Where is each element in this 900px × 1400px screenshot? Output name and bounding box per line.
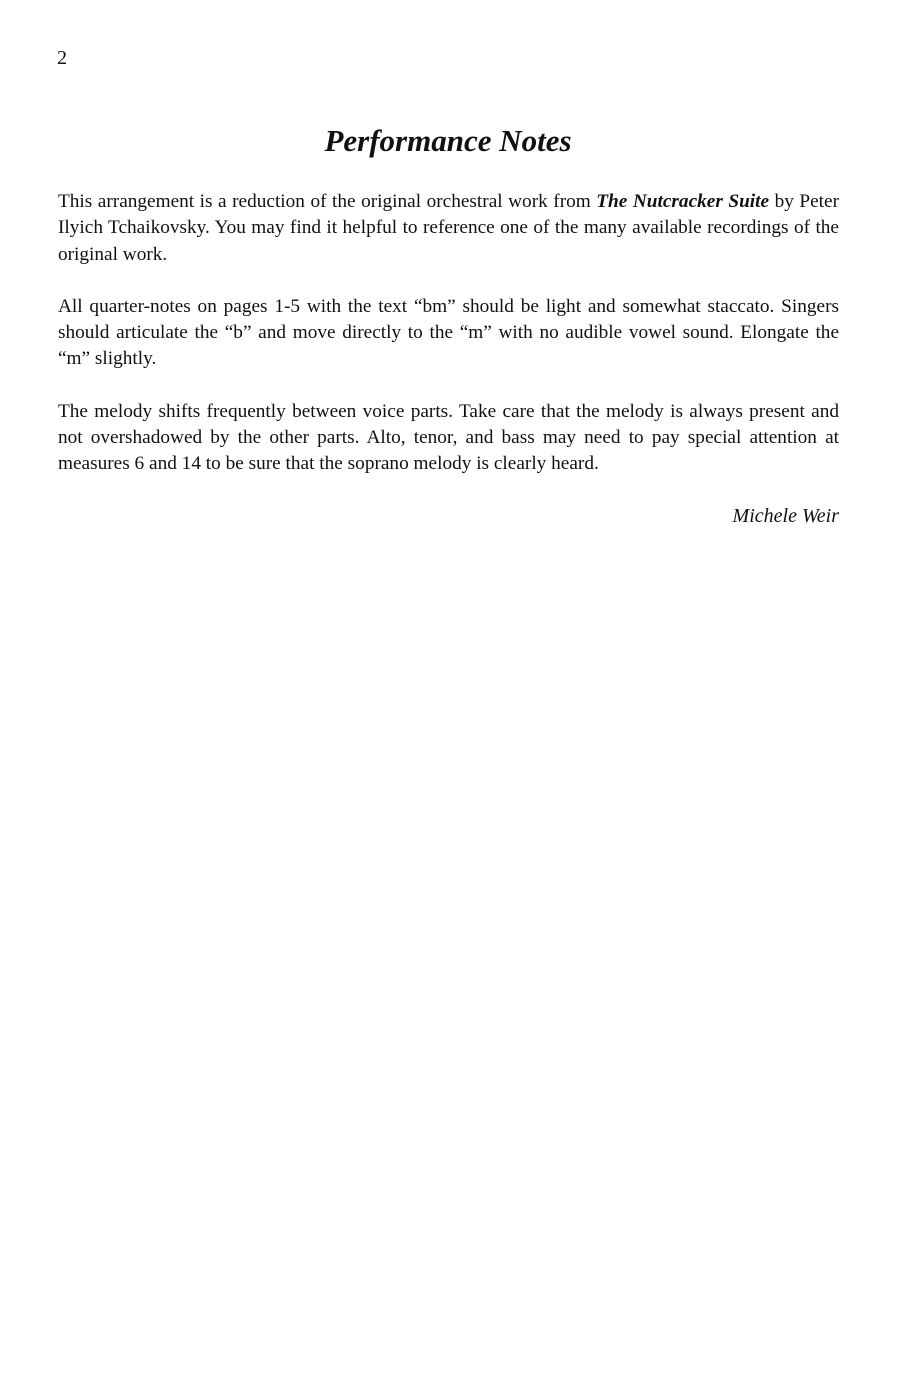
paragraph-melody: The melody shifts frequently between voice parts. Take care that the melody is always present and not overshadowed by the other parts. Alto, tenor, and bass may need to pay special attention at measures 6 and 14 to be sure that the soprano melody is clearly heard. [58, 400, 839, 475]
performance-notes-body [58, 189, 839, 504]
work-title: The Nutcracker Suite [596, 191, 770, 212]
paragraph-arrangement [58, 189, 839, 268]
page-title: Performance Notes [324, 123, 572, 158]
page-number: 2 [57, 47, 67, 69]
paragraph-articulation: All quarter-notes on pages 1-5 with the text “bm” should be light and somewhat staccato. Singers should articulate the “b” and move directly to the “m” with no audible vowel sound. Elongate the “m” slightly. [58, 295, 839, 370]
author-signature: Michele Weir [732, 505, 839, 527]
paragraph-arrangement-rest: by Peter Ilyich Tchaikovsky. You may find it helpful to reference one of the many available recordings of the original work. [58, 191, 839, 265]
paragraph-arrangement-intro: This arrangement is a reduction of the original orchestral work from [58, 191, 597, 212]
